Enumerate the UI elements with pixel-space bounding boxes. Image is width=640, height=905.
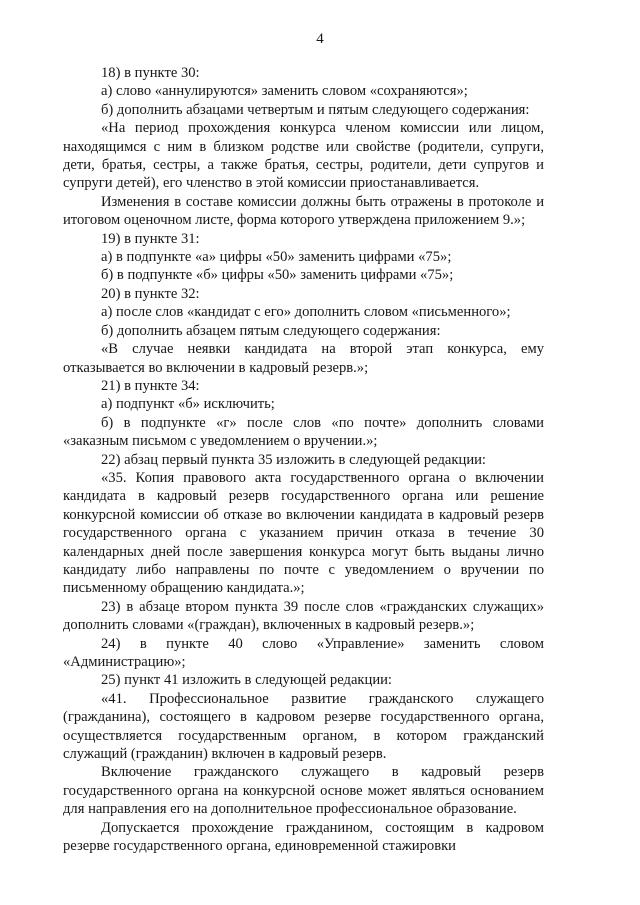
paragraph: 25) пункт 41 изложить в следующей редакции: bbox=[101, 672, 392, 689]
paragraph: а) слово «аннулируются» заменить словом «сохраняются»; bbox=[101, 83, 468, 100]
paragraph: 22) абзац первый пункта 35 изложить в следующей редакции: bbox=[101, 451, 486, 468]
paragraph: Допускается прохождение гражданином, состоящим в кадровом резерве государственного органа, единовременной стажировки bbox=[63, 819, 544, 855]
paragraph: 21) в пункте 34: bbox=[101, 377, 200, 394]
paragraph: 23) в абзаце втором пункта 39 после слов «гражданских служащих» дополнить словами «(граждан), включенных в кадровый резерв.»; bbox=[63, 598, 544, 634]
paragraph: б) в подпункте «б» цифры «50» заменить цифрами «75»; bbox=[101, 267, 454, 284]
paragraph: б) дополнить абзацем пятым следующего содержания: bbox=[101, 322, 441, 339]
paragraph: «41. Профессиональное развитие гражданского служащего (гражданина), состоящего в кадровом резерве государственного органа, осуществляется государственным органом, в котором гражданский служащий (гражданин) включен в кадровый резерв. bbox=[63, 690, 544, 763]
paragraph: Изменения в составе комиссии должны быть отражены в протоколе и итоговом оценочном листе, форма которого утверждена приложением 9.»; bbox=[63, 193, 544, 229]
paragraph: 24) в пункте 40 слово «Управление» заменить словом «Администрацию»; bbox=[63, 635, 544, 670]
paragraph: «На период прохождения конкурса членом комиссии или лицом, находящимся с ним в близком родстве или свойстве (родители, супруги, дети, братья, сестры, а также братья, сестры, родители, дети супругов и супруги детей), его членство в этой комиссии приостанавливается. bbox=[63, 120, 544, 192]
paragraph: «В случае неявки кандидата на второй этап конкурса, ему отказывается во включении в кадровый резерв.»; bbox=[63, 341, 544, 376]
page-number: 4 bbox=[316, 31, 324, 47]
paragraph: 19) в пункте 31: bbox=[101, 230, 200, 247]
paragraph: 20) в пункте 32: bbox=[101, 285, 200, 302]
paragraph: 18) в пункте 30: bbox=[101, 65, 200, 81]
paragraph: Включение гражданского служащего в кадровый резерв государственного органа на конкурсной основе может являться основанием для направления его на дополнительное профессиональное образование. bbox=[63, 764, 544, 818]
paragraph: б) дополнить абзацами четвертым и пятым следующего содержания: bbox=[101, 101, 530, 118]
paragraph: а) в подпункте «а» цифры «50» заменить цифрами «75»; bbox=[101, 249, 452, 266]
paragraph: б) в подпункте «г» после слов «по почте» дополнить словами «заказным письмом с уведомлением о вручении.»; bbox=[63, 414, 544, 450]
paragraph: а) после слов «кандидат с его» дополнить словом «письменного»; bbox=[101, 304, 511, 321]
paragraph: а) подпункт «б» исключить; bbox=[101, 396, 275, 413]
paragraph: «35. Копия правового акта государственного органа о включении кандидата в кадровый резерв государственного органа или решение конкурсной комиссии об отказе во включении кандидата в кадровый резерв государственного органа с указанием причин отказа в течение 30 календарных дней после завершения конкурса могут быть выданы лично кандидату либо направлены по почте с уведомлением о вручении по письменному обращению кандидата.»; bbox=[63, 469, 544, 597]
document-body bbox=[63, 64, 544, 855]
